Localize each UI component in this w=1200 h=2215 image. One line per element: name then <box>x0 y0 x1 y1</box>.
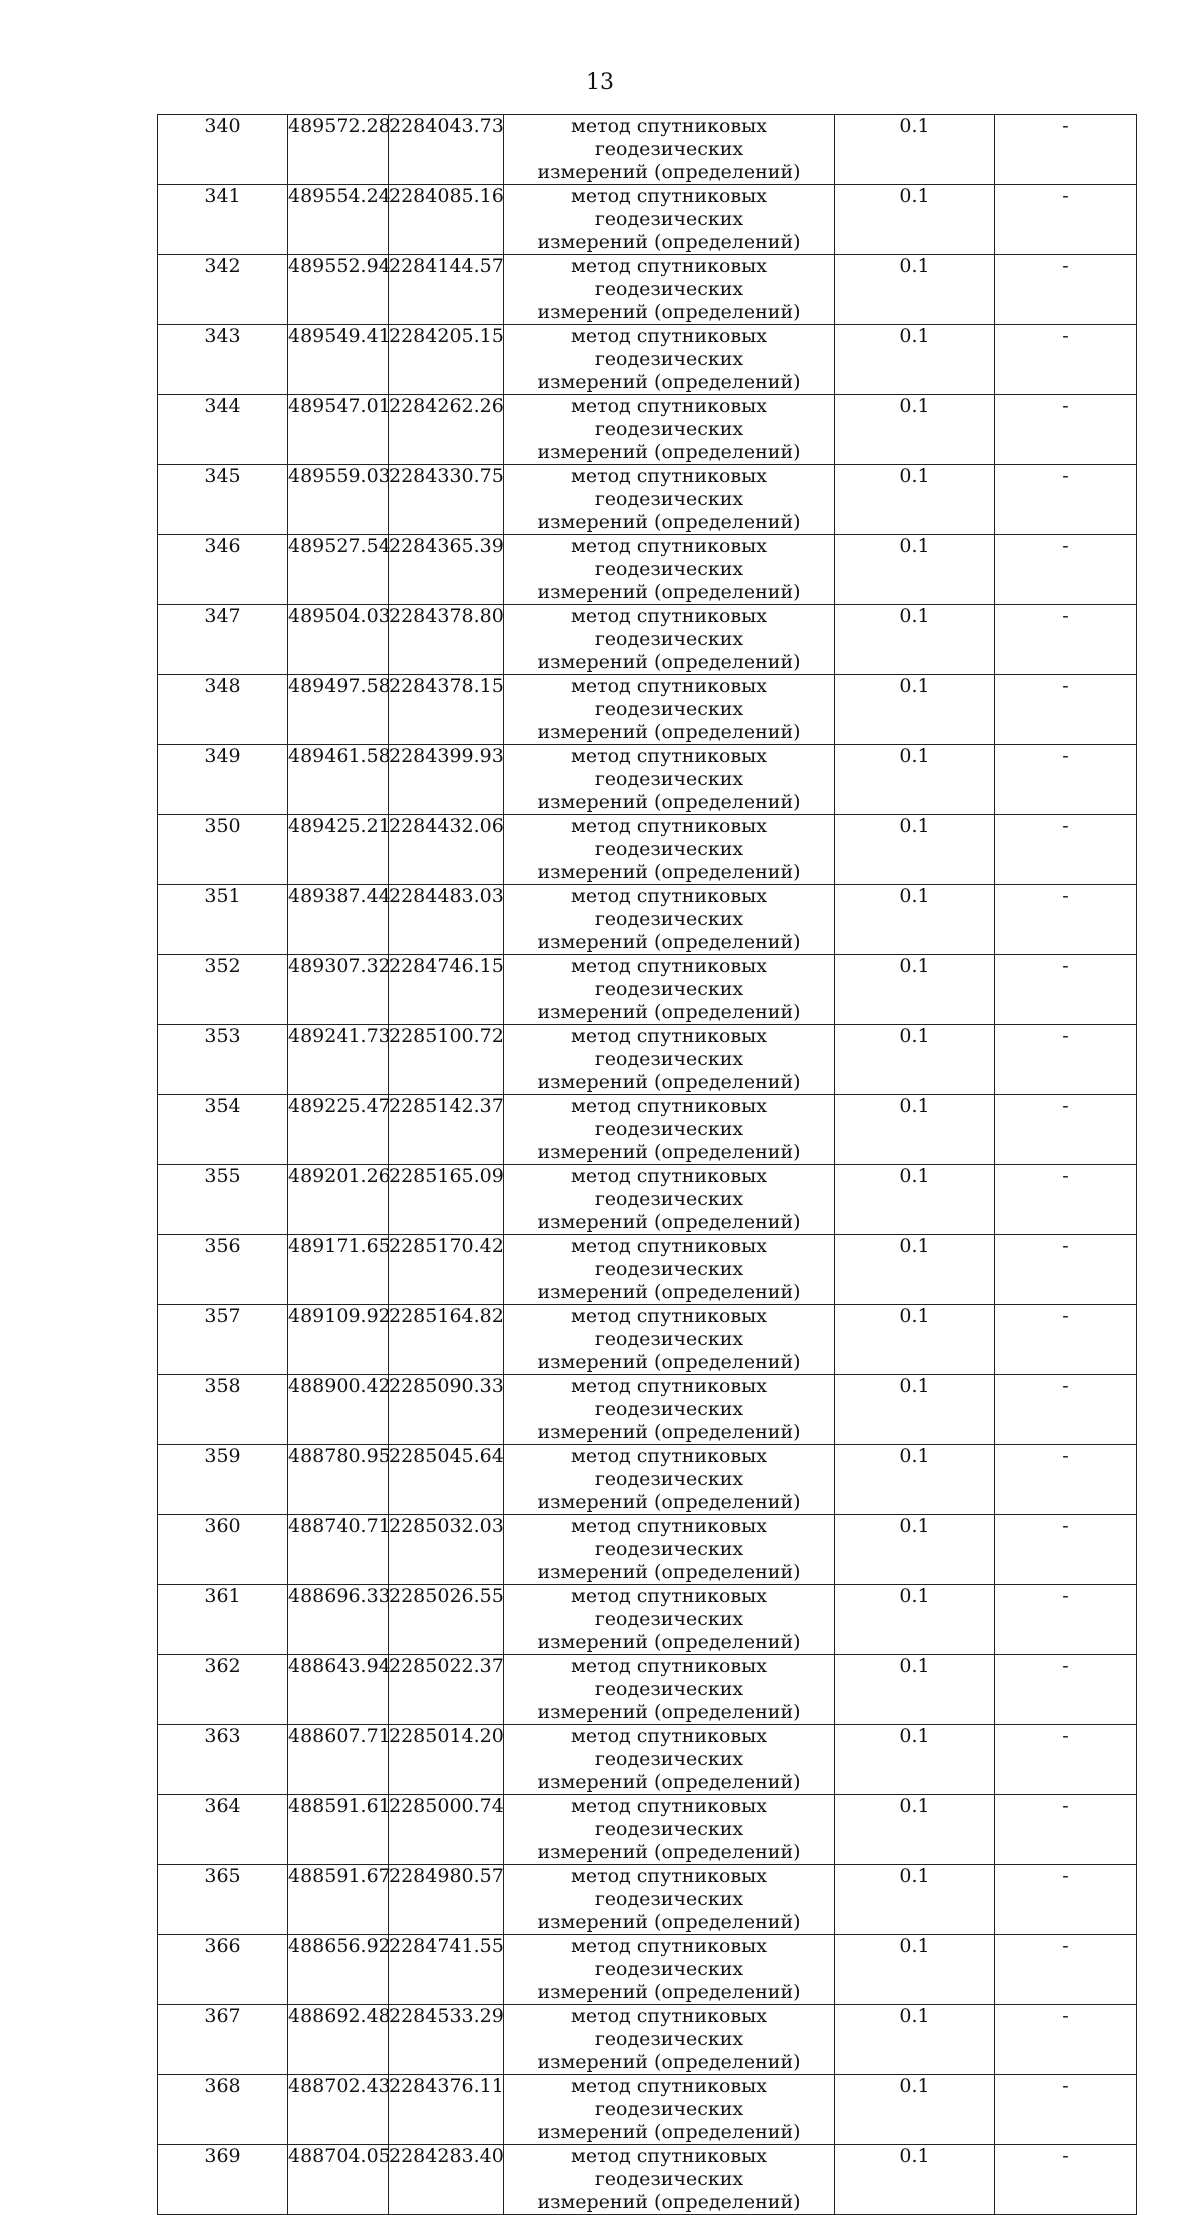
description-cell: - <box>995 465 1137 535</box>
point-number-cell: 359 <box>158 1445 288 1515</box>
method-line-2: измерений (определений) <box>537 301 801 323</box>
method-line-1: метод спутниковых геодезических <box>571 675 767 720</box>
method-line-2: измерений (определений) <box>537 1211 801 1233</box>
method-line-1: метод спутниковых геодезических <box>571 815 767 860</box>
table-row <box>158 955 1137 1025</box>
point-number-cell: 366 <box>158 1935 288 2005</box>
point-number-cell: 362 <box>158 1655 288 1725</box>
description-cell: - <box>995 1865 1137 1935</box>
method-cell <box>504 325 835 395</box>
point-number-cell: 364 <box>158 1795 288 1865</box>
accuracy-cell: 0.1 <box>835 1445 995 1515</box>
point-number-cell: 345 <box>158 465 288 535</box>
method-line-1: метод спутниковых геодезических <box>571 2075 767 2120</box>
method-line-1: метод спутниковых геодезических <box>571 465 767 510</box>
method-line-1: метод спутниковых геодезических <box>571 2005 767 2050</box>
method-line-1: метод спутниковых геодезических <box>571 1445 767 1490</box>
x-coordinate-cell: 488696.33 <box>288 1585 389 1655</box>
accuracy-cell: 0.1 <box>835 1725 995 1795</box>
description-cell: - <box>995 1515 1137 1585</box>
table-row <box>158 2005 1137 2075</box>
description-cell: - <box>995 535 1137 605</box>
method-line-2: измерений (определений) <box>537 1421 801 1443</box>
method-cell <box>504 955 835 1025</box>
point-number-cell: 361 <box>158 1585 288 1655</box>
description-cell: - <box>995 815 1137 885</box>
point-number-cell: 349 <box>158 745 288 815</box>
x-coordinate-cell: 489527.54 <box>288 535 389 605</box>
method-cell <box>504 395 835 465</box>
method-line-1: метод спутниковых геодезических <box>571 885 767 930</box>
table-row <box>158 1025 1137 1095</box>
y-coordinate-cell: 2284205.15 <box>389 325 504 395</box>
table-row <box>158 745 1137 815</box>
method-line-1: метод спутниковых геодезических <box>571 185 767 230</box>
table-row <box>158 1235 1137 1305</box>
method-line-2: измерений (определений) <box>537 1981 801 2003</box>
method-line-2: измерений (определений) <box>537 2191 801 2213</box>
accuracy-cell: 0.1 <box>835 1165 995 1235</box>
x-coordinate-cell: 489552.94 <box>288 255 389 325</box>
point-number-cell: 344 <box>158 395 288 465</box>
accuracy-cell: 0.1 <box>835 1655 995 1725</box>
point-number-cell: 355 <box>158 1165 288 1235</box>
description-cell: - <box>995 1095 1137 1165</box>
description-cell: - <box>995 675 1137 745</box>
point-number-cell: 368 <box>158 2075 288 2145</box>
table-row <box>158 1095 1137 1165</box>
accuracy-cell: 0.1 <box>835 815 995 885</box>
description-cell: - <box>995 255 1137 325</box>
description-cell: - <box>995 1445 1137 1515</box>
y-coordinate-cell: 2285090.33 <box>389 1375 504 1445</box>
description-cell: - <box>995 1725 1137 1795</box>
table-row <box>158 1305 1137 1375</box>
method-cell <box>504 605 835 675</box>
table-row <box>158 675 1137 745</box>
description-cell: - <box>995 1235 1137 1305</box>
y-coordinate-cell: 2284085.16 <box>389 185 504 255</box>
method-line-2: измерений (определений) <box>537 1841 801 1863</box>
description-cell: - <box>995 1935 1137 2005</box>
x-coordinate-cell: 488591.67 <box>288 1865 389 1935</box>
y-coordinate-cell: 2284378.80 <box>389 605 504 675</box>
method-cell <box>504 1165 835 1235</box>
method-line-2: измерений (определений) <box>537 231 801 253</box>
method-cell <box>504 1025 835 1095</box>
description-cell: - <box>995 605 1137 675</box>
method-line-1: метод спутниковых геодезических <box>571 115 767 160</box>
x-coordinate-cell: 489307.32 <box>288 955 389 1025</box>
method-line-2: измерений (определений) <box>537 791 801 813</box>
table-row <box>158 1445 1137 1515</box>
accuracy-cell: 0.1 <box>835 675 995 745</box>
description-cell: - <box>995 395 1137 465</box>
accuracy-cell: 0.1 <box>835 395 995 465</box>
y-coordinate-cell: 2284746.15 <box>389 955 504 1025</box>
y-coordinate-cell: 2284980.57 <box>389 1865 504 1935</box>
table-row <box>158 1375 1137 1445</box>
description-cell: - <box>995 955 1137 1025</box>
point-number-cell: 347 <box>158 605 288 675</box>
table-row <box>158 1655 1137 1725</box>
method-line-1: метод спутниковых геодезических <box>571 2145 767 2190</box>
x-coordinate-cell: 489559.03 <box>288 465 389 535</box>
point-number-cell: 341 <box>158 185 288 255</box>
method-line-2: измерений (определений) <box>537 161 801 183</box>
point-number-cell: 357 <box>158 1305 288 1375</box>
method-line-1: метод спутниковых геодезических <box>571 955 767 1000</box>
x-coordinate-cell: 488704.05 <box>288 2145 389 2215</box>
y-coordinate-cell: 2284262.26 <box>389 395 504 465</box>
table-row <box>158 605 1137 675</box>
table-row <box>158 885 1137 955</box>
x-coordinate-cell: 489504.03 <box>288 605 389 675</box>
description-cell: - <box>995 1655 1137 1725</box>
method-cell <box>504 1865 835 1935</box>
x-coordinate-cell: 489201.26 <box>288 1165 389 1235</box>
point-number-cell: 365 <box>158 1865 288 1935</box>
method-line-2: измерений (определений) <box>537 441 801 463</box>
point-number-cell: 340 <box>158 115 288 185</box>
description-cell: - <box>995 1375 1137 1445</box>
description-cell: - <box>995 115 1137 185</box>
accuracy-cell: 0.1 <box>835 1515 995 1585</box>
accuracy-cell: 0.1 <box>835 745 995 815</box>
accuracy-cell: 0.1 <box>835 115 995 185</box>
method-line-1: метод спутниковых геодезических <box>571 1235 767 1280</box>
method-line-2: измерений (определений) <box>537 1071 801 1093</box>
method-line-2: измерений (определений) <box>537 2051 801 2073</box>
table-row <box>158 185 1137 255</box>
x-coordinate-cell: 489171.65 <box>288 1235 389 1305</box>
y-coordinate-cell: 2285022.37 <box>389 1655 504 1725</box>
y-coordinate-cell: 2284533.29 <box>389 2005 504 2075</box>
y-coordinate-cell: 2285032.03 <box>389 1515 504 1585</box>
method-cell <box>504 885 835 955</box>
accuracy-cell: 0.1 <box>835 535 995 605</box>
y-coordinate-cell: 2285165.09 <box>389 1165 504 1235</box>
method-cell <box>504 115 835 185</box>
x-coordinate-cell: 488607.71 <box>288 1725 389 1795</box>
y-coordinate-cell: 2284741.55 <box>389 1935 504 2005</box>
y-coordinate-cell: 2284483.03 <box>389 885 504 955</box>
method-line-1: метод спутниковых геодезических <box>571 745 767 790</box>
method-cell <box>504 1095 835 1165</box>
x-coordinate-cell: 488656.92 <box>288 1935 389 2005</box>
point-number-cell: 342 <box>158 255 288 325</box>
method-line-1: метод спутниковых геодезических <box>571 535 767 580</box>
point-number-cell: 354 <box>158 1095 288 1165</box>
description-cell: - <box>995 1305 1137 1375</box>
y-coordinate-cell: 2285100.72 <box>389 1025 504 1095</box>
table-row <box>158 1935 1137 2005</box>
description-cell: - <box>995 745 1137 815</box>
coordinates-table-body <box>158 115 1137 2215</box>
method-line-1: метод спутниковых геодезических <box>571 1585 767 1630</box>
method-line-1: метод спутниковых геодезических <box>571 395 767 440</box>
x-coordinate-cell: 488591.61 <box>288 1795 389 1865</box>
method-cell <box>504 535 835 605</box>
x-coordinate-cell: 489554.24 <box>288 185 389 255</box>
y-coordinate-cell: 2284432.06 <box>389 815 504 885</box>
accuracy-cell: 0.1 <box>835 2145 995 2215</box>
description-cell: - <box>995 325 1137 395</box>
y-coordinate-cell: 2284330.75 <box>389 465 504 535</box>
method-line-2: измерений (определений) <box>537 1001 801 1023</box>
method-line-2: измерений (определений) <box>537 1911 801 1933</box>
point-number-cell: 352 <box>158 955 288 1025</box>
description-cell: - <box>995 2005 1137 2075</box>
method-line-1: метод спутниковых геодезических <box>571 1795 767 1840</box>
method-line-1: метод спутниковых геодезических <box>571 1095 767 1140</box>
table-row <box>158 1515 1137 1585</box>
y-coordinate-cell: 2285014.20 <box>389 1725 504 1795</box>
y-coordinate-cell: 2285000.74 <box>389 1795 504 1865</box>
point-number-cell: 343 <box>158 325 288 395</box>
accuracy-cell: 0.1 <box>835 1795 995 1865</box>
method-line-2: измерений (определений) <box>537 1141 801 1163</box>
x-coordinate-cell: 489572.28 <box>288 115 389 185</box>
method-line-1: метод спутниковых геодезических <box>571 1025 767 1070</box>
description-cell: - <box>995 2145 1137 2215</box>
method-cell <box>504 1725 835 1795</box>
table-row <box>158 465 1137 535</box>
coordinates-table <box>157 114 1137 2215</box>
table-row <box>158 255 1137 325</box>
method-line-2: измерений (определений) <box>537 581 801 603</box>
x-coordinate-cell: 488643.94 <box>288 1655 389 1725</box>
x-coordinate-cell: 489109.92 <box>288 1305 389 1375</box>
method-cell <box>504 1795 835 1865</box>
table-row <box>158 1795 1137 1865</box>
method-cell <box>504 1305 835 1375</box>
method-cell <box>504 465 835 535</box>
method-line-2: измерений (определений) <box>537 1771 801 1793</box>
y-coordinate-cell: 2285164.82 <box>389 1305 504 1375</box>
x-coordinate-cell: 489549.41 <box>288 325 389 395</box>
method-line-2: измерений (определений) <box>537 931 801 953</box>
method-line-1: метод спутниковых геодезических <box>571 1165 767 1210</box>
accuracy-cell: 0.1 <box>835 325 995 395</box>
accuracy-cell: 0.1 <box>835 2075 995 2145</box>
y-coordinate-cell: 2285142.37 <box>389 1095 504 1165</box>
method-line-2: измерений (определений) <box>537 1561 801 1583</box>
x-coordinate-cell: 488692.48 <box>288 2005 389 2075</box>
method-cell <box>504 1445 835 1515</box>
method-cell <box>504 1585 835 1655</box>
y-coordinate-cell: 2284043.73 <box>389 115 504 185</box>
x-coordinate-cell: 489425.21 <box>288 815 389 885</box>
point-number-cell: 356 <box>158 1235 288 1305</box>
accuracy-cell: 0.1 <box>835 1865 995 1935</box>
x-coordinate-cell: 489225.47 <box>288 1095 389 1165</box>
method-cell <box>504 255 835 325</box>
x-coordinate-cell: 489241.73 <box>288 1025 389 1095</box>
point-number-cell: 358 <box>158 1375 288 1445</box>
point-number-cell: 348 <box>158 675 288 745</box>
table-row <box>158 1585 1137 1655</box>
y-coordinate-cell: 2284399.93 <box>389 745 504 815</box>
x-coordinate-cell: 488740.71 <box>288 1515 389 1585</box>
method-cell <box>504 2075 835 2145</box>
table-row <box>158 395 1137 465</box>
table-row <box>158 535 1137 605</box>
accuracy-cell: 0.1 <box>835 1025 995 1095</box>
description-cell: - <box>995 1165 1137 1235</box>
method-line-2: измерений (определений) <box>537 1631 801 1653</box>
y-coordinate-cell: 2284365.39 <box>389 535 504 605</box>
method-line-1: метод спутниковых геодезических <box>571 1305 767 1350</box>
x-coordinate-cell: 488702.43 <box>288 2075 389 2145</box>
method-cell <box>504 1515 835 1585</box>
accuracy-cell: 0.1 <box>835 1375 995 1445</box>
accuracy-cell: 0.1 <box>835 1935 995 2005</box>
method-cell <box>504 745 835 815</box>
method-line-2: измерений (определений) <box>537 861 801 883</box>
y-coordinate-cell: 2285170.42 <box>389 1235 504 1305</box>
table-row <box>158 325 1137 395</box>
y-coordinate-cell: 2285045.64 <box>389 1445 504 1515</box>
method-line-2: измерений (определений) <box>537 371 801 393</box>
method-line-1: метод спутниковых геодезических <box>571 1725 767 1770</box>
method-line-2: измерений (определений) <box>537 1351 801 1373</box>
x-coordinate-cell: 489497.58 <box>288 675 389 745</box>
accuracy-cell: 0.1 <box>835 185 995 255</box>
method-line-2: измерений (определений) <box>537 1281 801 1303</box>
x-coordinate-cell: 489547.01 <box>288 395 389 465</box>
method-cell <box>504 1375 835 1445</box>
point-number-cell: 353 <box>158 1025 288 1095</box>
method-line-2: измерений (определений) <box>537 1701 801 1723</box>
table-row <box>158 1165 1137 1235</box>
method-line-2: измерений (определений) <box>537 721 801 743</box>
method-cell <box>504 1655 835 1725</box>
description-cell: - <box>995 1025 1137 1095</box>
page-number: 13 <box>586 70 614 95</box>
method-cell <box>504 1235 835 1305</box>
method-line-1: метод спутниковых геодезических <box>571 1375 767 1420</box>
y-coordinate-cell: 2284376.11 <box>389 2075 504 2145</box>
method-line-2: измерений (определений) <box>537 651 801 673</box>
method-cell <box>504 675 835 745</box>
y-coordinate-cell: 2284283.40 <box>389 2145 504 2215</box>
y-coordinate-cell: 2284378.15 <box>389 675 504 745</box>
accuracy-cell: 0.1 <box>835 885 995 955</box>
description-cell: - <box>995 185 1137 255</box>
method-line-1: метод спутниковых геодезических <box>571 255 767 300</box>
description-cell: - <box>995 885 1137 955</box>
table-row <box>158 2145 1137 2215</box>
method-line-1: метод спутниковых геодезических <box>571 1865 767 1910</box>
point-number-cell: 369 <box>158 2145 288 2215</box>
accuracy-cell: 0.1 <box>835 2005 995 2075</box>
method-line-2: измерений (определений) <box>537 511 801 533</box>
method-cell <box>504 185 835 255</box>
accuracy-cell: 0.1 <box>835 1305 995 1375</box>
point-number-cell: 363 <box>158 1725 288 1795</box>
method-line-1: метод спутниковых геодезических <box>571 1655 767 1700</box>
point-number-cell: 351 <box>158 885 288 955</box>
y-coordinate-cell: 2284144.57 <box>389 255 504 325</box>
method-line-1: метод спутниковых геодезических <box>571 325 767 370</box>
point-number-cell: 350 <box>158 815 288 885</box>
point-number-cell: 367 <box>158 2005 288 2075</box>
description-cell: - <box>995 1585 1137 1655</box>
method-cell <box>504 815 835 885</box>
method-line-1: метод спутниковых геодезических <box>571 1935 767 1980</box>
table-row <box>158 115 1137 185</box>
accuracy-cell: 0.1 <box>835 1095 995 1165</box>
table-row <box>158 2075 1137 2145</box>
description-cell: - <box>995 1795 1137 1865</box>
point-number-cell: 346 <box>158 535 288 605</box>
table-row <box>158 815 1137 885</box>
accuracy-cell: 0.1 <box>835 1585 995 1655</box>
accuracy-cell: 0.1 <box>835 605 995 675</box>
method-cell <box>504 2005 835 2075</box>
method-line-1: метод спутниковых геодезических <box>571 605 767 650</box>
accuracy-cell: 0.1 <box>835 465 995 535</box>
method-cell <box>504 1935 835 2005</box>
y-coordinate-cell: 2285026.55 <box>389 1585 504 1655</box>
x-coordinate-cell: 488900.42 <box>288 1375 389 1445</box>
table-row <box>158 1865 1137 1935</box>
accuracy-cell: 0.1 <box>835 955 995 1025</box>
table-row <box>158 1725 1137 1795</box>
description-cell: - <box>995 2075 1137 2145</box>
x-coordinate-cell: 488780.95 <box>288 1445 389 1515</box>
method-cell <box>504 2145 835 2215</box>
method-line-2: измерений (определений) <box>537 1491 801 1513</box>
accuracy-cell: 0.1 <box>835 255 995 325</box>
method-line-2: измерений (определений) <box>537 2121 801 2143</box>
accuracy-cell: 0.1 <box>835 1235 995 1305</box>
method-line-1: метод спутниковых геодезических <box>571 1515 767 1560</box>
x-coordinate-cell: 489461.58 <box>288 745 389 815</box>
point-number-cell: 360 <box>158 1515 288 1585</box>
x-coordinate-cell: 489387.44 <box>288 885 389 955</box>
